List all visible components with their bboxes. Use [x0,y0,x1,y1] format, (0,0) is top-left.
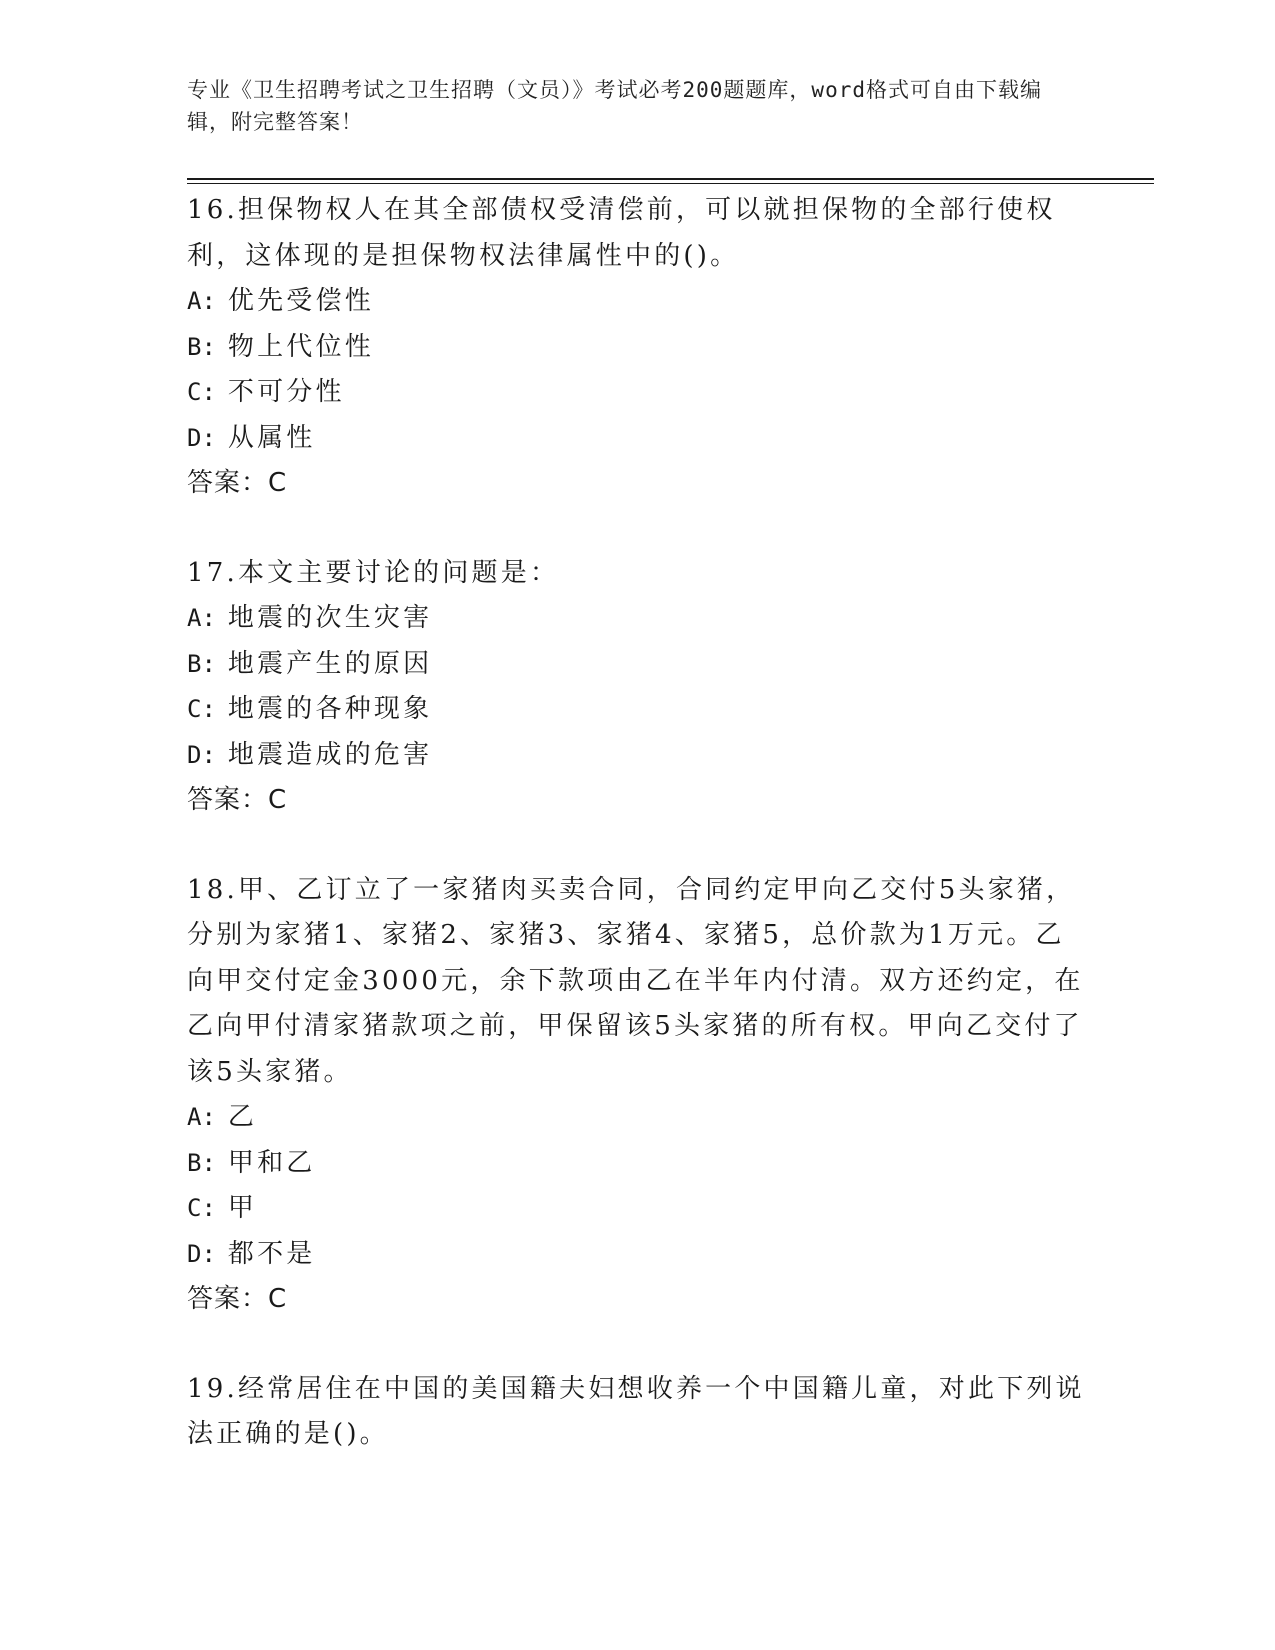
option-b [187,642,1087,688]
question-stem: 16.担保物权人在其全部债权受清偿前，可以就担保物的全部行使权利，这体现的是担保物权法律属性中的()。 [187,195,1056,271]
header-divider-thick [187,178,1154,180]
option-d [187,1232,1087,1278]
option-text: 甲和乙 [227,1147,316,1178]
option-letter: C: [187,378,216,406]
question-stem: 17.本文主要讨论的问题是： [187,557,560,588]
option-text: 从属性 [227,422,316,453]
option-a [187,1095,1087,1141]
option-b [187,325,1087,371]
question-list [187,188,1087,1502]
option-c [187,687,1087,733]
option-letter: D: [187,740,216,769]
option-letter: C: [187,1194,216,1222]
document-header [187,74,1067,138]
option-letter: B: [187,1148,216,1177]
answer-line: 答案：C [187,785,288,815]
header-divider-thin [187,183,1154,184]
option-text: 甲 [227,1193,258,1223]
option-text: 地震造成的危害 [227,739,433,770]
option-letter: A: [187,1103,216,1131]
option-letter: B: [187,649,216,678]
answer-line: 答案：C [187,1284,288,1314]
option-text: 物上代位性 [227,331,374,362]
option-text: 都不是 [227,1238,316,1269]
option-a [187,596,1087,642]
header-text: 专业《卫生招聘考试之卫生招聘（文员）》考试必考200题题库，word格式可自由下载编辑，附完整答案！ [187,78,1042,134]
option-text: 优先受偿性 [227,286,374,316]
option-letter: A: [187,604,216,632]
answer-line: 答案：C [187,468,288,498]
question-stem: 18.甲、乙订立了一家猪肉买卖合同，合同约定甲向乙交付5头家猪，分别为家猪1、家猪2、家猪3、家猪4、家猪5，总价款为1万元。乙向甲交付定金3000元，余下款项由乙在半年内付清。双方还约定，在乙向甲付清家猪款项之前，甲保留该5头家猪的所有权。甲向乙交付了该5头家猪。 [187,874,1084,1087]
option-b [187,1141,1087,1187]
option-text: 地震的各种现象 [227,694,433,724]
question-stem: 19.经常居住在中国的美国籍夫妇想收养一个中国籍儿童，对此下列说法正确的是()。 [187,1373,1085,1449]
option-d [187,416,1087,462]
option-c [187,1186,1087,1232]
option-letter: D: [187,423,216,452]
option-letter: C: [187,695,216,723]
option-letter: D: [187,1239,216,1268]
option-text: 不可分性 [227,377,345,407]
question-16 [187,188,1087,507]
option-d [187,733,1087,779]
option-text: 地震产生的原因 [227,648,433,679]
option-letter: A: [187,287,216,315]
option-letter: B: [187,332,216,361]
question-17 [187,551,1087,824]
question-19 [187,1367,1087,1458]
option-a [187,279,1087,325]
option-text: 地震的次生灾害 [227,603,433,633]
option-text: 乙 [227,1102,258,1132]
question-18 [187,868,1087,1323]
option-c [187,370,1087,416]
